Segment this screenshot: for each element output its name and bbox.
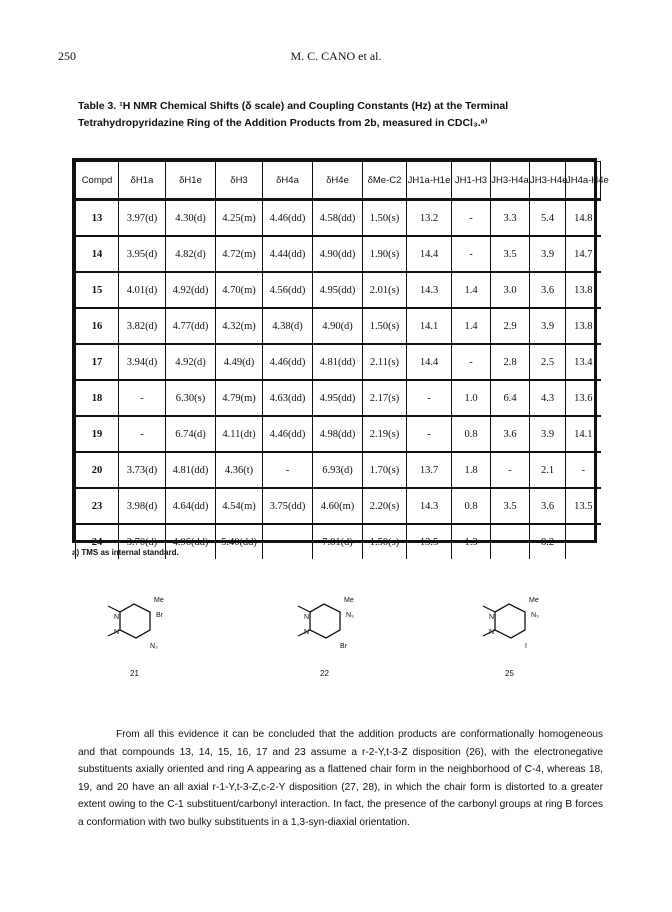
- table-cell: 13.4: [566, 344, 601, 380]
- table-cell: 13.8: [566, 308, 601, 344]
- nitrogen-label: N: [489, 629, 495, 636]
- table-cell: -: [407, 416, 452, 452]
- table-cell: 4.70(m): [216, 272, 263, 308]
- table-cell: -: [491, 452, 530, 488]
- table-row: [76, 236, 601, 272]
- table-cell: 4.11(dt): [216, 416, 263, 452]
- compound-number: 21: [130, 669, 139, 678]
- table-caption: Table 3. ¹H NMR Chemical Shifts (δ scale) and Coupling Constants (Hz) at the Terminal Tetrahydropyridazine Ring of the Addition Products from 2b, measured in CDCl₃.ᵃ⁾: [78, 100, 509, 129]
- column-header: δH3: [216, 162, 263, 200]
- table-cell: 14.8: [566, 200, 601, 237]
- table-cell: 3.73(d): [119, 452, 166, 488]
- table-row: [76, 452, 601, 488]
- compound-id-cell: 16: [76, 308, 119, 344]
- ring-bond: [495, 604, 525, 638]
- table-cell: 3.6: [530, 272, 566, 308]
- table-cell: 1.50(s): [363, 200, 407, 237]
- nitrogen-label: N: [114, 629, 120, 636]
- table-cell: 4.90(d): [313, 308, 363, 344]
- compound-id-cell: 19: [76, 416, 119, 452]
- table-cell: 14.1: [407, 308, 452, 344]
- table-cell: 2.5: [530, 344, 566, 380]
- table-cell: 4.92(dd): [166, 272, 216, 308]
- table-cell: 14.3: [407, 272, 452, 308]
- structure-diagrams: [100, 590, 580, 685]
- column-header: δH4e: [313, 162, 363, 200]
- table-cell: 1.4: [452, 272, 491, 308]
- table-cell: 3.3: [491, 200, 530, 237]
- table-cell: 4.72(m): [216, 236, 263, 272]
- structures-svg: [100, 590, 580, 685]
- table-cell: 2.9: [491, 308, 530, 344]
- table-cell: 13.8: [566, 272, 601, 308]
- table-cell: 3.95(d): [119, 236, 166, 272]
- table-header-row: [76, 162, 601, 200]
- compound-number: 22: [320, 669, 329, 678]
- table-cell: 14.4: [407, 344, 452, 380]
- table-cell: 4.64(dd): [166, 488, 216, 524]
- table-cell: 2.19(s): [363, 416, 407, 452]
- table-cell: 3.75(dd): [263, 488, 313, 524]
- table-cell: 0.8: [452, 488, 491, 524]
- compound-id-cell: 18: [76, 380, 119, 416]
- table-cell: 3.6: [530, 488, 566, 524]
- table-cell: -: [491, 524, 530, 559]
- table-cell: 1.70(s): [363, 452, 407, 488]
- column-header: JH1-H3: [452, 162, 491, 200]
- nitrogen-label: N: [114, 614, 120, 621]
- table-cell: 4.96(dd): [166, 524, 216, 559]
- table-cell: 14.3: [407, 488, 452, 524]
- table-cell: 4.77(dd): [166, 308, 216, 344]
- table-cell: 4.56(dd): [263, 272, 313, 308]
- page-number: 250: [58, 49, 76, 63]
- table-cell: 4.92(d): [166, 344, 216, 380]
- table-row: [76, 308, 601, 344]
- table-cell: 4.60(m): [313, 488, 363, 524]
- table-cell: 14.7: [566, 236, 601, 272]
- table-cell: 14.4: [407, 236, 452, 272]
- table-cell: 3.9: [530, 416, 566, 452]
- table-cell: 4.36(t): [216, 452, 263, 488]
- table-cell: 1.4: [452, 308, 491, 344]
- table-cell: 2.8: [491, 344, 530, 380]
- table-cell: 4.32(m): [216, 308, 263, 344]
- table-row: [76, 272, 601, 308]
- running-head: M. C. CANO et al.: [290, 49, 382, 63]
- substituent-label: N₃: [150, 643, 158, 650]
- table-cell: 3.94(d): [119, 344, 166, 380]
- table-cell: 4.90(dd): [313, 236, 363, 272]
- table-cell: 3.5: [491, 488, 530, 524]
- table-cell: 1.8: [452, 452, 491, 488]
- table-cell: 3.97(d): [119, 200, 166, 237]
- table-cell: -: [119, 380, 166, 416]
- table-cell: 0.8: [452, 416, 491, 452]
- table-cell: 5.4: [530, 200, 566, 237]
- table-cell: 3.0: [491, 272, 530, 308]
- bond-line: [298, 606, 310, 612]
- table-cell: 3.9: [530, 236, 566, 272]
- table-cell: 1.0: [452, 380, 491, 416]
- table-cell: 8.2: [530, 524, 566, 559]
- column-header: δH4a: [263, 162, 313, 200]
- table-cell: 4.63(dd): [263, 380, 313, 416]
- table-cell: 3.5: [491, 236, 530, 272]
- methyl-label: Me: [529, 597, 539, 604]
- table-cell: 4.79(m): [216, 380, 263, 416]
- table-cell: -: [452, 236, 491, 272]
- nitrogen-label: N: [489, 614, 495, 621]
- compound-id-cell: 20: [76, 452, 119, 488]
- column-header: JH3-H4a: [491, 162, 530, 200]
- table-cell: -: [263, 524, 313, 559]
- compound-id-cell: 24: [76, 524, 119, 559]
- table-cell: 14.1: [566, 416, 601, 452]
- column-header: δMe-C2: [363, 162, 407, 200]
- table-cell: 6.74(d): [166, 416, 216, 452]
- table-cell: 4.46(dd): [263, 200, 313, 237]
- table-cell: 4.46(dd): [263, 416, 313, 452]
- table-cell: 4.95(dd): [313, 272, 363, 308]
- table-cell: 13.6: [566, 380, 601, 416]
- table-cell: 4.82(d): [166, 236, 216, 272]
- table-cell: 1.90(s): [363, 236, 407, 272]
- ring-bond: [310, 604, 340, 638]
- table-cell: 13.7: [407, 452, 452, 488]
- table-cell: -: [566, 524, 601, 559]
- table-cell: 2.01(s): [363, 272, 407, 308]
- nitrogen-label: N: [304, 629, 310, 636]
- nitrogen-label: N: [304, 614, 310, 621]
- table-cell: -: [407, 380, 452, 416]
- table-cell: 2.20(s): [363, 488, 407, 524]
- table-row: [76, 200, 601, 237]
- table-cell: -: [452, 200, 491, 237]
- column-header: δH1a: [119, 162, 166, 200]
- column-header: JH1a-H1e: [407, 162, 452, 200]
- table-cell: 2.17(s): [363, 380, 407, 416]
- table-cell: 4.49(d): [216, 344, 263, 380]
- table-cell: 6.4: [491, 380, 530, 416]
- table-cell: 6.30(s): [166, 380, 216, 416]
- compound-id-cell: 13: [76, 200, 119, 237]
- table-cell: -: [263, 452, 313, 488]
- compound-number: 25: [505, 669, 514, 678]
- substituent-label: I: [525, 643, 527, 650]
- nmr-table: [72, 158, 609, 548]
- table-cell: 3.70(d): [119, 524, 166, 559]
- table-cell: 4.44(dd): [263, 236, 313, 272]
- table-cell: 1.3: [452, 524, 491, 559]
- table-row: [76, 488, 601, 524]
- column-header: JH3-H4e: [530, 162, 566, 200]
- table-cell: 2.1: [530, 452, 566, 488]
- compound-id-cell: 14: [76, 236, 119, 272]
- table-cell: 6.93(d): [313, 452, 363, 488]
- table-cell: 13.5: [566, 488, 601, 524]
- table-cell: 13.5: [407, 524, 452, 559]
- compound-id-cell: 23: [76, 488, 119, 524]
- column-header: Compd: [76, 162, 119, 200]
- table-cell: 4.98(dd): [313, 416, 363, 452]
- table-row: [76, 380, 601, 416]
- table-footnote: a) TMS as internal standard.: [72, 548, 179, 557]
- table-cell: 4.38(d): [263, 308, 313, 344]
- table-cell: 4.46(dd): [263, 344, 313, 380]
- column-header: JH4a-H4e: [566, 162, 601, 200]
- table-cell: 4.58(dd): [313, 200, 363, 237]
- table-cell: 4.30(d): [166, 200, 216, 237]
- ring-bond: [120, 604, 150, 638]
- substituent-label: N₃: [346, 612, 354, 619]
- methyl-label: Me: [154, 597, 164, 604]
- table-cell: 4.25(m): [216, 200, 263, 237]
- table-cell: 5.40(dd): [216, 524, 263, 559]
- table-cell: -: [452, 344, 491, 380]
- table-cell: -: [566, 452, 601, 488]
- table-cell: 4.81(dd): [313, 344, 363, 380]
- table-cell: 4.81(dd): [166, 452, 216, 488]
- table-cell: 4.01(d): [119, 272, 166, 308]
- table-cell: 4.95(dd): [313, 380, 363, 416]
- table-cell: 3.6: [491, 416, 530, 452]
- table-cell: 2.11(s): [363, 344, 407, 380]
- table-row: [76, 344, 601, 380]
- table-cell: 4.54(m): [216, 488, 263, 524]
- methyl-label: Me: [344, 597, 354, 604]
- table-cell: -: [119, 416, 166, 452]
- substituent-label: Br: [156, 612, 163, 619]
- substituent-label: Br: [340, 643, 347, 650]
- table-cell: 7.81(d): [313, 524, 363, 559]
- column-header: δH1e: [166, 162, 216, 200]
- table-cell: 3.82(d): [119, 308, 166, 344]
- substituent-label: N₃: [531, 612, 539, 619]
- body-paragraph: From all this evidence it can be concluded that the addition products are conformationally homogeneous and that compounds 13, 14, 15, 16, 17 and 23 assume a r-2-Y,t-3-Z disposition (26), with the electronegative substituents axially oriented and ring A appearing as a flattened chair form in the neighborhood of C-4, whereas 18, 19, and 20 have an all axial r-1-Y,t-3-Z,c-2-Y disposition (27, 28), in which the chair form is distorted to a greater extent owing to the C-1 substituent/carbonyl interaction. In fact, the presence of the carbonyl groups at ring B forces a conformation with two bulky substituents in a 1,3-syn-diaxial orientation.: [78, 729, 603, 828]
- bond-line: [483, 606, 495, 612]
- table-row: [76, 416, 601, 452]
- table-cell: 1.50(s): [363, 524, 407, 559]
- bond-line: [108, 606, 120, 612]
- table-cell: 13.2: [407, 200, 452, 237]
- table-cell: 3.98(d): [119, 488, 166, 524]
- table-cell: 4.3: [530, 380, 566, 416]
- compound-id-cell: 15: [76, 272, 119, 308]
- table-cell: 1.50(s): [363, 308, 407, 344]
- table-cell: 3.9: [530, 308, 566, 344]
- compound-id-cell: 17: [76, 344, 119, 380]
